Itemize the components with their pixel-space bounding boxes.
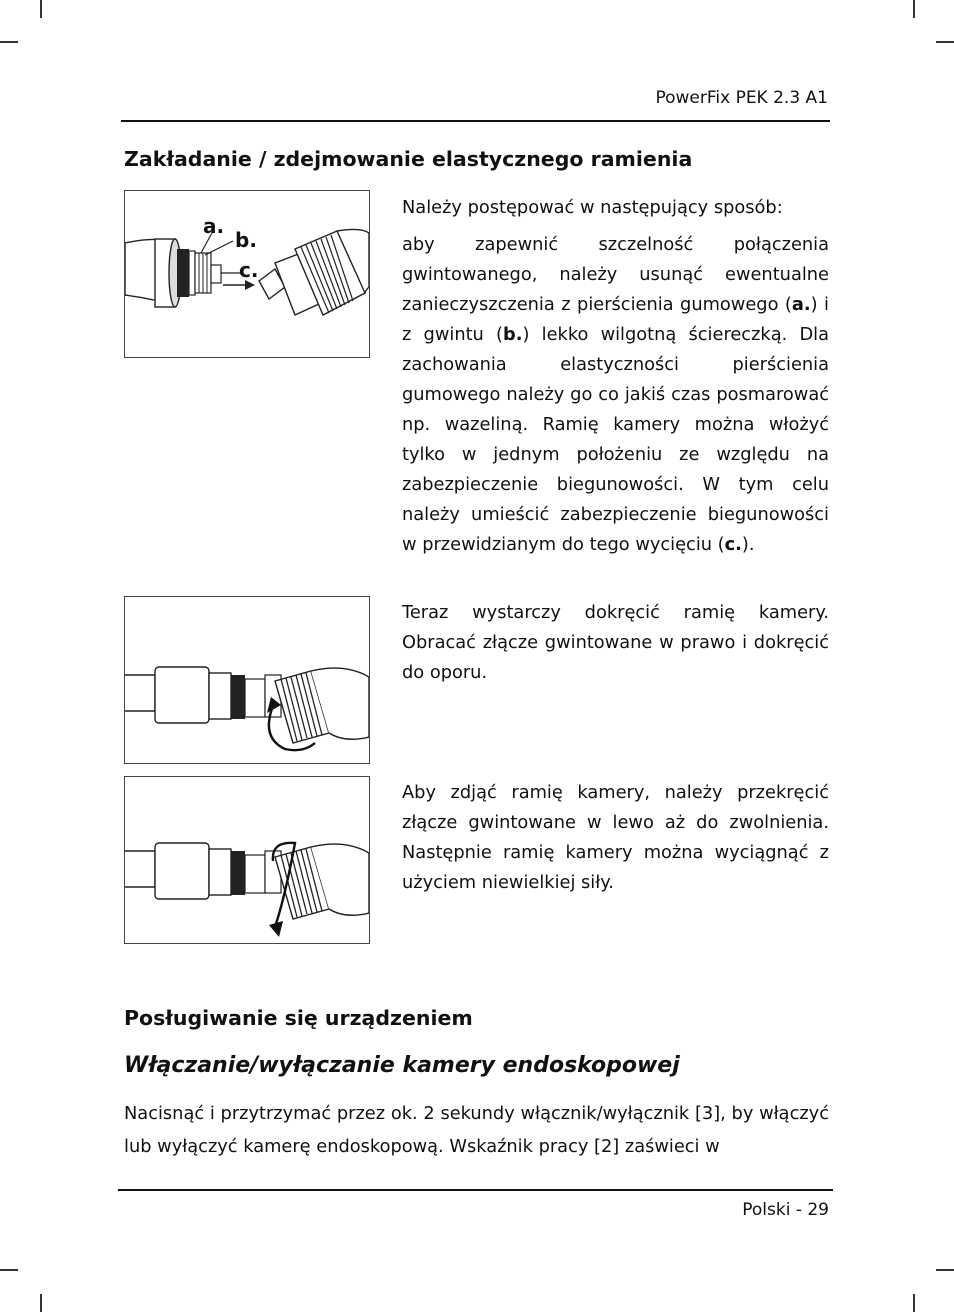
subsection-heading-power: Włączanie/wyłączanie kamery endoskopowej xyxy=(124,1053,680,1078)
power-paragraph: Nacisnąć i przytrzymać przez ok. 2 sekundy włącznik/wyłącznik [3], by włączyć lub wyłączyć kamerę endoskopową. Wskaźnik pracy [2] zaświeci w xyxy=(124,1103,829,1157)
label-c: c. xyxy=(239,258,259,282)
figure-loosen-connector xyxy=(124,776,370,944)
crop-mark xyxy=(936,1269,954,1271)
cleaning-paragraph xyxy=(402,230,829,560)
crop-mark xyxy=(913,1294,915,1312)
intro-paragraph: Należy postępować w następujący sposób: xyxy=(402,197,783,218)
ref-a: a. xyxy=(791,294,811,315)
ref-c: c. xyxy=(724,534,742,555)
text-run: ) i z gwintu ( xyxy=(402,294,829,345)
label-a: a. xyxy=(203,214,225,238)
crop-mark xyxy=(0,1269,18,1271)
loosen-paragraph: Aby zdjąć ramię kamery, należy przekręcić złącze gwintowane w lewo aż do zwolnienia. Następnie ramię kamery można wyciągnąć z użyciem niewielkiej siły. xyxy=(402,782,829,893)
tighten-illustration xyxy=(125,597,369,763)
connector-illustration xyxy=(125,191,369,357)
label-b: b. xyxy=(235,228,257,252)
crop-mark xyxy=(0,41,18,43)
crop-mark xyxy=(40,1294,42,1312)
ref-b: b. xyxy=(503,324,523,345)
text-run: ). xyxy=(741,534,755,555)
text-run: ) lekko wilgotną ściereczką. Dla zachowania elastyczności pierścienia gumowego należy go co jakiś czas posmarować np. wazeliną. Ramię kamery można włożyć tylko w jednym położeniu ze względu na zabezpieczenie biegunowości. W tym celu należy umieścić zabezpieczenie biegunowości w przewidzianym do tego wycięciu ( xyxy=(402,324,829,555)
crop-mark xyxy=(40,0,42,18)
crop-mark xyxy=(936,41,954,43)
footer-rule xyxy=(118,1189,833,1191)
text-run: aby zapewnić szczelność połączenia gwintowanego, należy usunąć ewentualne zanieczyszczenia z pierścienia gumowego ( xyxy=(402,234,829,315)
page-footer: Polski - 29 xyxy=(742,1200,829,1220)
section-heading-arm-attach: Zakładanie / zdejmowanie elastycznego ramienia xyxy=(124,147,693,171)
tighten-paragraph: Teraz wystarczy dokręcić ramię kamery. Obracać złącze gwintowane w prawo i dokręcić do oporu. xyxy=(402,602,829,683)
figure-tighten-connector xyxy=(124,596,370,764)
section-heading-operation: Posługiwanie się urządzeniem xyxy=(124,1006,473,1030)
header-rule xyxy=(121,120,830,122)
figure-connector-parts xyxy=(124,190,370,358)
loosen-illustration xyxy=(125,777,369,943)
crop-mark xyxy=(913,0,915,18)
running-header: PowerFix PEK 2.3 A1 xyxy=(655,88,828,108)
